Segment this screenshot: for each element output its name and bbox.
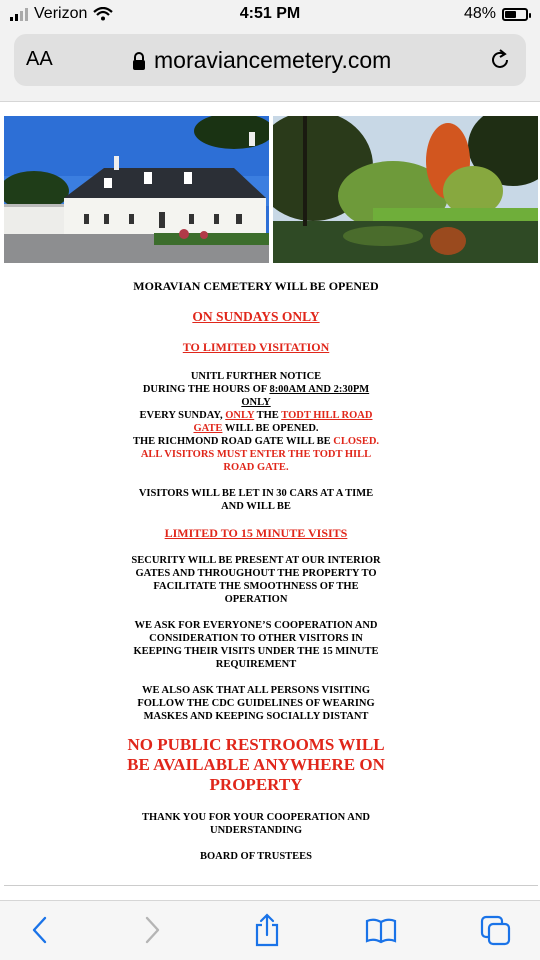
board-signature: BOARD OF TRUSTEES bbox=[199, 851, 313, 862]
cemetery-pond-photo bbox=[273, 116, 538, 263]
cars-line-1: VISITORS WILL BE LET IN 30 CARS AT A TIME bbox=[138, 488, 374, 499]
clock: 4:51 PM bbox=[239, 5, 301, 22]
all-visitors-line-2: ROAD GATE. bbox=[223, 462, 289, 473]
restrooms-line-2: BE AVAILABLE ANYWHERE ON bbox=[127, 755, 385, 774]
status-right bbox=[464, 5, 528, 23]
security-line-4: OPERATION bbox=[224, 594, 288, 605]
thanks-line-2: UNDERSTANDING bbox=[210, 825, 302, 836]
back-icon[interactable] bbox=[30, 915, 50, 945]
cars-line-2: AND WILL BE bbox=[221, 501, 291, 512]
lock-icon bbox=[132, 52, 146, 70]
battery-percent: 48% bbox=[463, 5, 496, 22]
every-sunday-line: EVERY SUNDAY, ONLY THE TODT HILL ROAD bbox=[139, 410, 373, 421]
share-icon[interactable] bbox=[252, 913, 282, 947]
status-bar bbox=[0, 0, 540, 28]
cdc-line-3: MASKES AND KEEPING SOCIALLY DISTANT bbox=[143, 711, 369, 722]
thanks-line-1: THANK YOU FOR YOUR COOPERATION AND bbox=[142, 812, 370, 823]
address-bar[interactable] bbox=[14, 34, 526, 86]
security-line-3: FACILITATE THE SMOOTHNESS OF THE bbox=[153, 581, 359, 592]
restrooms-line-1: NO PUBLIC RESTROOMS WILL bbox=[127, 735, 385, 754]
fifteen-minute-text: LIMITED TO 15 MINUTE VISITS bbox=[164, 526, 348, 540]
only-word: ONLY bbox=[225, 410, 255, 421]
security-line-1: SECURITY WILL BE PRESENT AT OUR INTERIOR bbox=[131, 555, 381, 566]
forward-icon[interactable] bbox=[142, 915, 162, 945]
browser-address-area bbox=[0, 28, 540, 102]
cdc-line-2: FOLLOW THE CDC GUIDELINES OF WEARING bbox=[137, 698, 375, 709]
cooperation-line-2: CONSIDERATION TO OTHER VISITORS IN bbox=[149, 633, 363, 644]
cooperation-line-1: WE ASK FOR EVERYONE’S COOPERATION AND bbox=[134, 620, 378, 631]
reload-icon[interactable] bbox=[488, 48, 512, 72]
url-display[interactable] bbox=[132, 47, 391, 74]
carrier-label: Verizon bbox=[34, 5, 88, 22]
web-page bbox=[0, 102, 540, 900]
richmond-gate-line: THE RICHMOND ROAD GATE WILL BE CLOSED. bbox=[132, 436, 380, 447]
notice-text bbox=[8, 280, 504, 863]
browser-toolbar bbox=[0, 900, 540, 960]
cooperation-line-4: REQUIREMENT bbox=[215, 659, 297, 670]
hours-line: DURING THE HOURS OF 8:00AM AND 2:30PM bbox=[142, 384, 370, 395]
sundays-only-text: ON SUNDAYS ONLY bbox=[192, 309, 320, 324]
battery-icon bbox=[502, 8, 528, 21]
gate-opened-line: GATE WILL BE OPENED. bbox=[193, 423, 319, 434]
tabs-icon[interactable] bbox=[480, 915, 512, 947]
hours-only: ONLY bbox=[241, 397, 271, 408]
todt-hill-road-text: TODT HILL ROAD bbox=[281, 410, 373, 421]
cooperation-line-3: KEEPING THEIR VISITS UNDER THE 15 MINUTE bbox=[133, 646, 379, 657]
until-notice: UNITL FURTHER NOTICE bbox=[190, 371, 322, 382]
limited-visitation-text: TO LIMITED VISITATION bbox=[182, 340, 330, 354]
all-visitors-line-1: ALL VISITORS MUST ENTER THE TODT HILL bbox=[140, 449, 372, 460]
notice-title: MORAVIAN CEMETERY WILL BE OPENED bbox=[133, 279, 379, 293]
restrooms-line-3: PROPERTY bbox=[209, 775, 303, 794]
notice-document bbox=[4, 114, 538, 886]
cdc-line-1: WE ALSO ASK THAT ALL PERSONS VISITING bbox=[142, 685, 370, 696]
hours-text: 8:00AM AND 2:30PM bbox=[269, 384, 370, 395]
security-line-2: GATES AND THROUGHOUT THE PROPERTY TO bbox=[135, 568, 377, 579]
reader-settings-button[interactable]: AA bbox=[26, 48, 53, 70]
cemetery-building-photo bbox=[4, 116, 269, 263]
closed-text: CLOSED. bbox=[333, 436, 380, 447]
url-text: moraviancemetery.com bbox=[154, 47, 392, 73]
bookmarks-icon[interactable] bbox=[365, 918, 397, 944]
